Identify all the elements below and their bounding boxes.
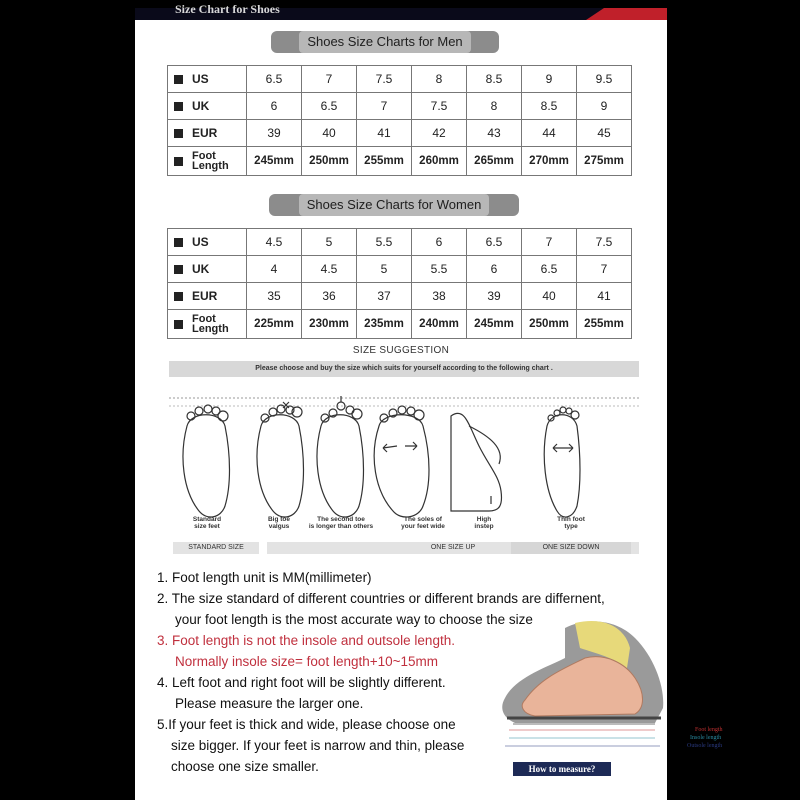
caption-big-toe: Big toe valgus [267, 516, 291, 530]
row-label: Foot Length [168, 147, 247, 176]
size-cell: 5.5 [412, 256, 467, 283]
high-instep-foot-icon [451, 413, 502, 511]
size-cell: 255mm [577, 310, 632, 339]
size-cell: 6.5 [467, 229, 522, 256]
table-row [168, 93, 632, 120]
size-cell: 6 [247, 93, 302, 120]
size-chart-page [135, 2, 723, 800]
size-cell: 9 [577, 93, 632, 120]
suggestion-notice: Please choose and buy the size which suits for yourself according to the following chart . [169, 361, 639, 377]
bullet-square-icon [174, 265, 183, 274]
size-cell: 45 [577, 120, 632, 147]
band-one-size-down: ONE SIZE DOWN [511, 542, 631, 554]
size-cell: 7 [577, 256, 632, 283]
size-cell: 7.5 [412, 93, 467, 120]
size-cell: 5.5 [357, 229, 412, 256]
size-cell: 8 [412, 66, 467, 93]
bullet-square-icon [174, 292, 183, 301]
size-cell: 6 [412, 229, 467, 256]
size-cell: 6 [467, 256, 522, 283]
row-label: UK [168, 256, 247, 283]
size-cell: 4 [247, 256, 302, 283]
size-cell: 37 [357, 283, 412, 310]
thin-foot-icon [544, 407, 580, 517]
size-cell: 7 [302, 66, 357, 93]
row-label: Foot Length [168, 310, 247, 339]
size-cell: 36 [302, 283, 357, 310]
band-standard-size: STANDARD SIZE [173, 542, 259, 554]
bullet-square-icon [174, 75, 183, 84]
size-cell: 41 [357, 120, 412, 147]
size-cell: 8.5 [522, 93, 577, 120]
table-row [168, 229, 632, 256]
note-line: your foot length is the most accurate way to choose the size [175, 612, 533, 627]
standard-foot-icon [183, 405, 230, 517]
size-cell: 7 [357, 93, 412, 120]
size-cell: 42 [412, 120, 467, 147]
women-size-table [167, 228, 632, 339]
note-line: choose one size smaller. [171, 759, 319, 774]
caption-standard: Standard size feet [192, 516, 222, 530]
size-cell: 260mm [412, 147, 467, 176]
note-line: 5.If your feet is thick and wide, please choose one [157, 717, 456, 732]
size-cell: 38 [412, 283, 467, 310]
how-to-measure-button[interactable]: How to measure? [513, 762, 611, 776]
second-toe-longer-foot-icon [317, 396, 364, 517]
size-cell: 240mm [412, 310, 467, 339]
note-line: 3. Foot length is not the insole and outsole length. [157, 633, 455, 648]
size-cell: 265mm [467, 147, 522, 176]
outsole-length-label: Outsole length [687, 743, 723, 749]
size-cell: 44 [522, 120, 577, 147]
size-cell: 245mm [247, 147, 302, 176]
row-label: EUR [168, 120, 247, 147]
bullet-square-icon [174, 157, 183, 166]
header-title: Size Chart for Shoes [175, 2, 280, 16]
size-cell: 230mm [302, 310, 357, 339]
note-line: size bigger. If your feet is narrow and thin, please [171, 738, 465, 753]
size-cell: 4.5 [247, 229, 302, 256]
wide-soles-foot-icon [374, 406, 429, 517]
size-cell: 39 [247, 120, 302, 147]
note-line: Normally insole size= foot length+10~15mm [175, 654, 439, 669]
size-cell: 235mm [357, 310, 412, 339]
women-chart-title: Shoes Size Charts for Women [269, 194, 519, 216]
size-cell: 40 [302, 120, 357, 147]
size-cell: 250mm [522, 310, 577, 339]
note-line: Please measure the larger one. [175, 696, 364, 711]
header-accent [577, 8, 667, 20]
table-row [168, 283, 632, 310]
row-label: US [168, 229, 247, 256]
size-cell: 7 [522, 229, 577, 256]
size-suggestion-title: SIZE SUGGESTION [352, 345, 450, 356]
table-row [168, 66, 632, 93]
bullet-square-icon [174, 129, 183, 138]
header-bar [135, 2, 667, 20]
size-cell: 4.5 [302, 256, 357, 283]
size-cell: 9 [522, 66, 577, 93]
caption-second-toe: The second toe is longer than others [308, 516, 374, 530]
size-cell: 35 [247, 283, 302, 310]
size-cell: 270mm [522, 147, 577, 176]
size-cell: 9.5 [577, 66, 632, 93]
size-cell: 7.5 [357, 66, 412, 93]
size-cell: 255mm [357, 147, 412, 176]
insole-length-label: Insole length [690, 735, 722, 741]
note-line: 1. Foot length unit is MM(millimeter) [157, 570, 372, 585]
note-line: 4. Left foot and right foot will be slightly different. [157, 675, 446, 690]
foot-length-label: Foot length [695, 727, 723, 733]
size-cell: 6.5 [522, 256, 577, 283]
shoe-measure-illustration [495, 608, 723, 763]
size-cell: 7.5 [577, 229, 632, 256]
table-row [168, 120, 632, 147]
size-cell: 8.5 [467, 66, 522, 93]
caption-soles-wide: The soles of your feet wide [401, 516, 445, 530]
table-row [168, 147, 632, 176]
size-cell: 245mm [467, 310, 522, 339]
size-cell: 40 [522, 283, 577, 310]
row-label: EUR [168, 283, 247, 310]
row-label: UK [168, 93, 247, 120]
bullet-square-icon [174, 320, 183, 329]
table-row [168, 256, 632, 283]
size-cell: 275mm [577, 147, 632, 176]
size-cell: 8 [467, 93, 522, 120]
table-row [168, 310, 632, 339]
size-cell: 6.5 [302, 93, 357, 120]
bullet-square-icon [174, 238, 183, 247]
size-cell: 6.5 [247, 66, 302, 93]
size-cell: 225mm [247, 310, 302, 339]
men-chart-title: Shoes Size Charts for Men [271, 31, 499, 53]
row-label: US [168, 66, 247, 93]
big-toe-valgus-foot-icon [257, 402, 304, 517]
size-cell: 5 [302, 229, 357, 256]
size-cell: 41 [577, 283, 632, 310]
size-cell: 5 [357, 256, 412, 283]
caption-thin-foot: Thin foot type [557, 516, 585, 530]
band-one-size-up: ONE SIZE UP [267, 542, 639, 554]
men-size-table [167, 65, 632, 176]
note-line: 2. The size standard of different countries or different brands are differnent, [157, 591, 605, 606]
size-cell: 43 [467, 120, 522, 147]
size-cell: 250mm [302, 147, 357, 176]
bullet-square-icon [174, 102, 183, 111]
size-cell: 39 [467, 283, 522, 310]
caption-high-instep: High instep [474, 516, 494, 530]
